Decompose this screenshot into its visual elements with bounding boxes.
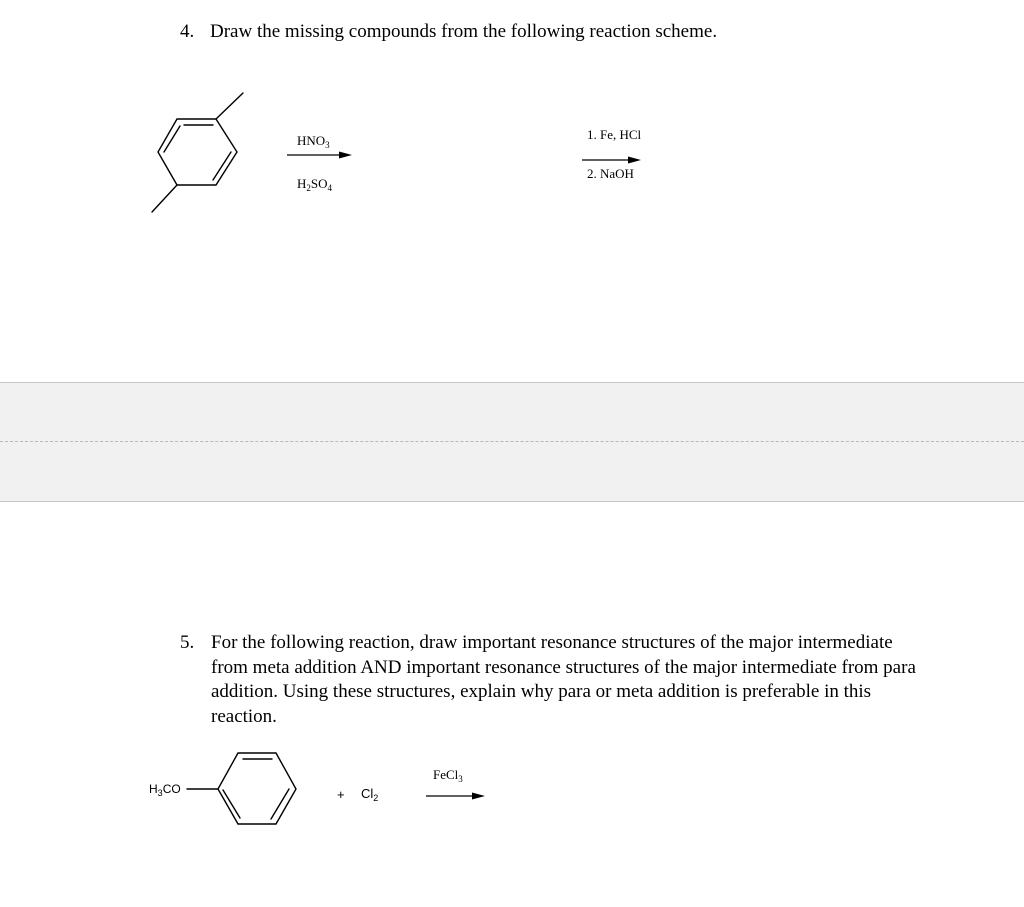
anisole-structure xyxy=(185,745,305,830)
chlorine-reagent: $Cl_2$ xyxy=(361,786,379,803)
question-5-text: For the following reaction, draw important resonance structures of the major intermediate from meta addition AND important resonance structures of the major intermediate from para addition. Using these structures, explain why para or meta addition is preferable in this reaction. xyxy=(211,632,916,727)
plus-sign: + xyxy=(337,787,345,802)
benzene-ring xyxy=(158,119,237,185)
methoxy-label: $H_3CO$ xyxy=(149,782,181,798)
reaction-arrow-2 xyxy=(582,155,642,165)
question-4-prompt xyxy=(180,20,717,44)
answer-area-band xyxy=(0,382,1024,502)
step1-reagent-top: $HNO_3$ xyxy=(297,133,330,150)
step2-reagent-top: 1. Fe, HCl xyxy=(587,127,642,142)
dashed-divider xyxy=(0,441,1024,442)
question-4-number: 4. xyxy=(180,21,195,42)
methyl-bond-bottom xyxy=(152,185,177,212)
question-4-text: Draw the missing compounds from the following reaction scheme. xyxy=(210,21,718,42)
benzene-ring-anisole xyxy=(218,753,296,824)
step1-reagent-bottom: $H_2SO_4$ xyxy=(297,176,333,193)
reaction-arrow-3 xyxy=(426,791,486,801)
p-xylene-structure xyxy=(140,85,250,220)
catalyst-label: FeCl$_3$ xyxy=(433,767,463,784)
methyl-bond-top xyxy=(216,93,243,119)
reaction-arrow-1 xyxy=(287,150,353,160)
question-5-number: 5. xyxy=(180,632,195,653)
step2-reagent-bottom: 2. NaOH xyxy=(587,166,634,181)
